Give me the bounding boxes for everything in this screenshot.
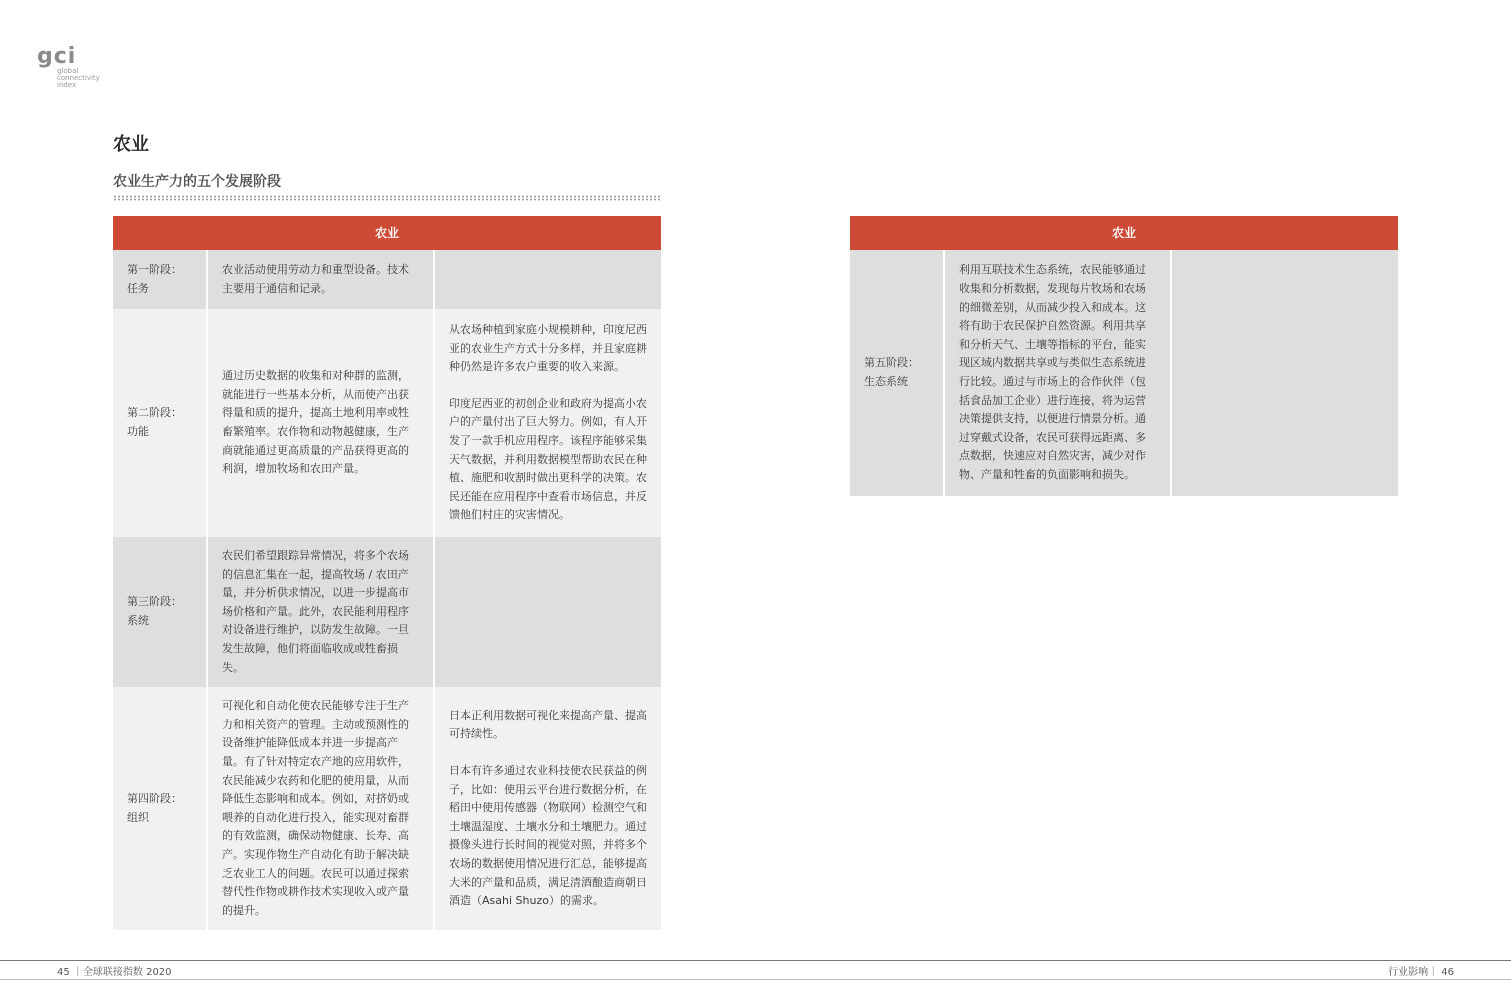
logo-mark: gci (37, 44, 77, 69)
stage-cell (113, 309, 207, 537)
table-header: 农业 (113, 216, 661, 250)
logo-line-3: index (57, 81, 77, 89)
stage-label-line: 第三阶段： (127, 595, 182, 609)
stage-cell (113, 537, 207, 687)
stage-label-line: 系统 (127, 614, 149, 628)
paragraph: 日本有许多通过农业科技使农民获益的例子，比如：使用云平台进行数据分析，在稻田中使用传感器（物联网）检测空气和土壤温湿度、土壤水分和土壤肥力。通过摄像头进行长时间的视觉对照，并将多个农场的数据使用情况进行汇总，能够提高大米的产量和品质，满足清酒酿造商朝日酒造（Asahi Shuzo）的需求。 (449, 763, 647, 908)
paragraph: 通过历史数据的收集和对种群的监测，就能进行一些基本分析，从而使产出获得量和质的提升，提高土地利用率或牲畜繁殖率。农作物和动物越健康，生产商就能通过更高质量的产品获得更高的利润，增加牧场和农田产量。 (222, 369, 409, 476)
description-cell (207, 687, 434, 930)
stage-cell (850, 250, 944, 496)
example-cell (1171, 250, 1398, 496)
stage-label-line: 生态系统 (864, 375, 908, 388)
stage-label-line: 组织 (127, 810, 149, 824)
page-title: 农业 (113, 134, 149, 155)
paragraph: 农民们希望跟踪异常情况，将多个农场的信息汇集在一起，提高牧场 / 农田产量，并分析供求情况，以进一步提高市场价格和产量。此外，农民能利用程序对设备进行维护，以防发生故障。一旦发生故障，他们将面临收成或牲畜损失。 (222, 549, 409, 674)
description-cell (207, 309, 434, 537)
paragraph: 可视化和自动化使农民能够专注于生产力和相关资产的管理。主动或预测性的设备维护能降低成本并进一步提高产量。有了针对特定农产地的应用软件，农民能减少农药和化肥的使用量，从而降低生态影响和成本。例如，对挤奶或喂养的自动化进行投入，能实现对畜群的有效监测，确保动物健康、长寿、高产。实现作物生产自动化有助于解决缺乏农业工人的问题。农民可以通过探索替代性作物或耕作技术实现收入或产量的提升。 (222, 699, 409, 917)
page-subtitle: 农业生产力的五个发展阶段 (113, 174, 281, 190)
stages-table-right (850, 216, 1398, 496)
gci-logo (37, 46, 117, 92)
paragraph: 印度尼西亚的初创企业和政府为提高小农户的产量付出了巨大努力。例如，有人开发了一款手机应用程序。该程序能够采集天气数据，并利用数据模型帮助农民在种植、施肥和收割时做出更科学的决策。农民还能在应用程序中查看市场信息，并反馈他们村庄的灾害情况。 (449, 396, 647, 522)
description-cell (207, 537, 434, 687)
stages-table-left (113, 216, 661, 930)
table-row (113, 309, 661, 537)
example-cell (434, 309, 661, 537)
stage-cell (113, 687, 207, 930)
stage-label-line: 任务 (127, 281, 149, 295)
footer-right: 行业影响｜ 46 (1388, 967, 1454, 978)
page-footer (0, 960, 1511, 980)
table-row (113, 687, 661, 930)
stage-label-line: 第五阶段： (864, 356, 919, 370)
paragraph: 日本正利用数据可视化来提高产量、提高可持续性。 (449, 708, 647, 741)
stage-label-line: 第四阶段： (127, 792, 182, 806)
stage-label-line: 功能 (127, 425, 149, 438)
stage-label-line: 第一阶段： (127, 262, 182, 276)
example-cell (434, 537, 661, 687)
dotted-divider (113, 195, 662, 201)
description-cell (207, 250, 434, 309)
logo-line-1: global (57, 67, 79, 75)
footer-left: 45 ｜全球联接指数 2020 (57, 967, 172, 978)
table-row (850, 250, 1398, 496)
example-cell (434, 250, 661, 309)
description-cell (944, 250, 1171, 496)
paragraph: 利用互联技术生态系统，农民能够通过收集和分析数据，发现每片牧场和农场的细微差别，从而减少投入和成本。这将有助于农民保护自然资源。利用共享和分析天气、土壤等指标的平台，能实现区域内数据共享或与类似生态系统进行比较。通过与市场上的合作伙伴（包括食品加工企业）进行连接，将为运营决策提供支持，以便进行情景分析。通过穿戴式设备，农民可获得远距离、多点数据，快速应对自然灾害，减少对作物、产量和牲畜的负面影响和损失。 (959, 263, 1146, 481)
table-row (113, 537, 661, 687)
logo-subtitle (57, 68, 100, 89)
stage-label-line: 第二阶段： (127, 406, 182, 420)
stage-cell (113, 250, 207, 309)
paragraph: 农业活动使用劳动力和重型设备。技术主要用于通信和记录。 (222, 262, 409, 295)
table-header: 农业 (850, 216, 1398, 250)
logo-line-2: connectivity (57, 74, 100, 82)
table-row (113, 250, 661, 309)
example-cell (434, 687, 661, 930)
paragraph: 从农场种植到家庭小规模耕种，印度尼西亚的农业生产方式十分多样，并且家庭耕种仍然是许多农户重要的收入来源。 (449, 323, 647, 374)
